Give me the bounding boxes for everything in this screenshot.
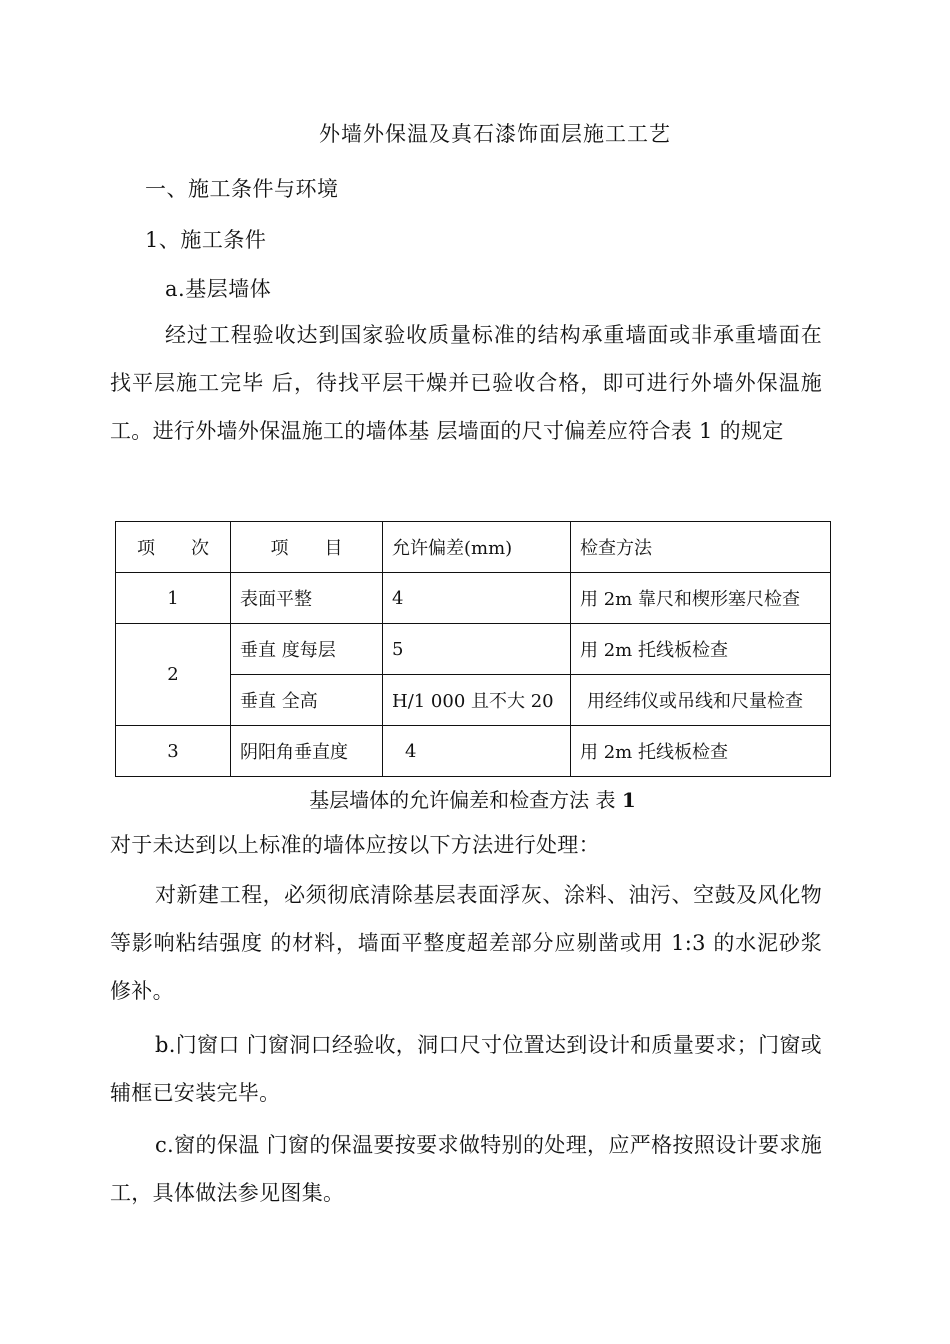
cell-method: 用 2m 托线板检查 [571,624,831,675]
document-title: 外墙外保温及真石漆饰面层施工工艺 [319,122,671,146]
table-caption-number: 1 [621,788,636,812]
header-cell-no: 项 次 [116,522,231,573]
table-row [116,624,831,675]
header-cell-item: 项 目 [231,522,383,573]
section-heading: 一、施工条件与环境 [145,177,339,201]
cell-item: 垂直 全高 [231,675,383,726]
paragraph-nonconforming: 对于未达到以上标准的墙体应按以下方法进行处理： [110,833,600,857]
paragraph-door-window: b.门窗口 门窗洞口经验收，洞口尺寸位置达到设计和质量要求；门窗或辅框已安装完毕。 [110,1033,822,1105]
cell-method: 用经纬仪或吊线和尺量检查 [571,675,831,726]
header-cell-method: 检查方法 [571,522,831,573]
table-caption-text: 基层墙体的允许偏差和检查方法 表 [309,788,616,812]
table-row [116,726,831,777]
table-row [116,573,831,624]
cell-tolerance: H/1 000 且不大 20 [383,675,571,726]
cell-tolerance: 5 [383,624,571,675]
paragraph-new-construction: 对新建工程，必须彻底清除基层表面浮灰、涂料、油污、空鼓及风化物等影响粘结强度 的材料，墙面平整度超差部分应剔凿或用 1:3 的水泥砂浆修补。 [110,883,822,1003]
cell-method: 用 2m 托线板检查 [571,726,831,777]
cell-tolerance: 4 [383,726,571,777]
cell-no: 2 [116,624,231,726]
item-heading-a: a.基层墙体 [165,277,272,301]
cell-item: 垂直 度每层 [231,624,383,675]
table-caption [0,784,945,813]
paragraph-base-wall: 经过工程验收达到国家验收质量标准的结构承重墙面或非承重墙面在找平层施工完毕 后，待找平层干燥并已验收合格，即可进行外墙外保温施工。进行外墙外保温施工的墙体基 层墙面的尺寸偏差应符合表 1 的规定 [110,323,822,443]
cell-item: 表面平整 [231,573,383,624]
tolerance-table [115,521,831,777]
cell-no: 1 [116,573,231,624]
cell-tolerance: 4 [383,573,571,624]
cell-item: 阴阳角垂直度 [231,726,383,777]
header-cell-tolerance: 允许偏差(mm) [383,522,571,573]
cell-method: 用 2m 靠尺和楔形塞尺检查 [571,573,831,624]
cell-no: 3 [116,726,231,777]
paragraph-window-insulation: c.窗的保温 门窗的保温要按要求做特别的处理，应严格按照设计要求施工，具体做法参见图集。 [110,1133,822,1205]
table-header-row [116,522,831,573]
subsection-heading: 1、施工条件 [145,228,267,252]
